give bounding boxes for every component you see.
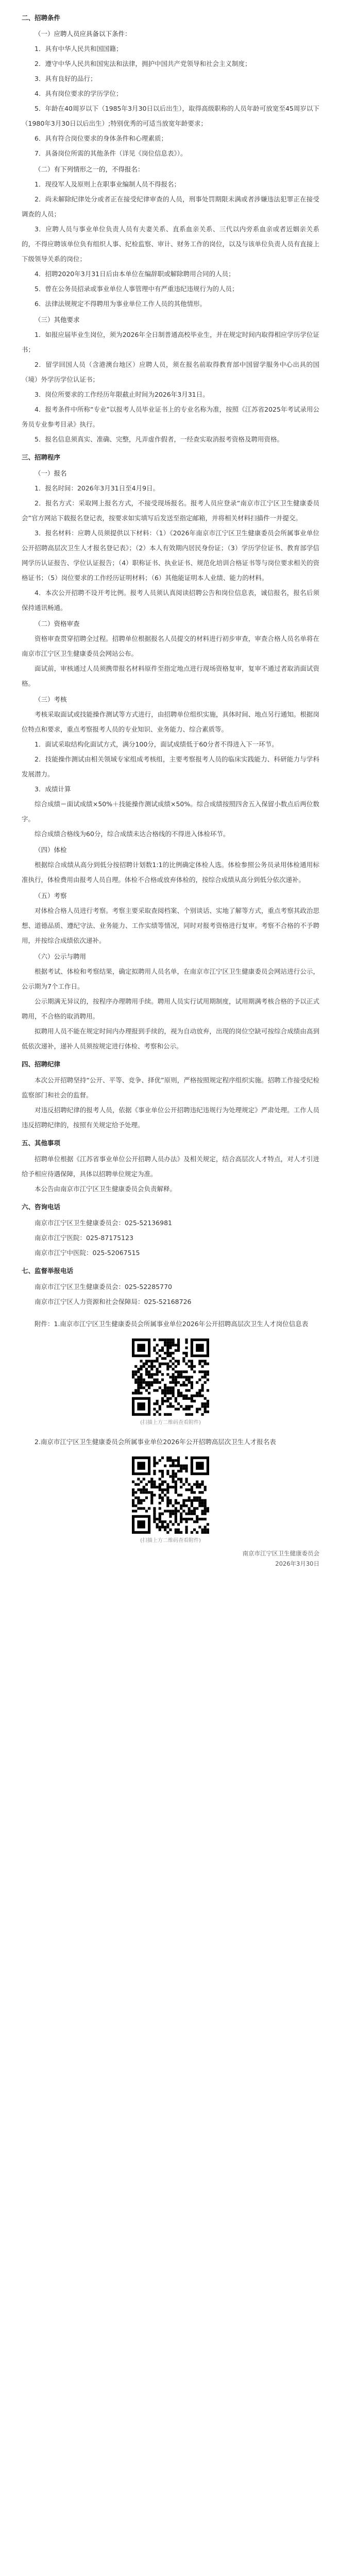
section-recruitment-conditions	[22, 10, 319, 447]
section-title: 四、招聘纪律	[22, 1060, 61, 1068]
contact-line: 南京市江宁医院：025-87175123	[35, 1234, 133, 1242]
contact-line: 南京市江宁区卫生健康委员会：025-52285770	[35, 1283, 172, 1291]
paragraph: 本公告由南京市江宁区卫生健康委员会负责解释。	[35, 1185, 177, 1193]
paragraph: 对体检合格人员进行考察。考察主要采取查阅档案、个别谈话、实地了解等方式，重点考察其政治思想、道德品质、遵纪守法、业务能力、工作实绩等情况，同时对报考资格进行复审。考察不合格的不予聘用，并按综合成绩依次递补。	[22, 907, 319, 944]
qr-block-2	[22, 1456, 319, 1545]
subsection-title: （三）考核	[35, 696, 67, 703]
section-recruitment-procedure	[22, 450, 319, 1054]
qr-block-1	[22, 1338, 319, 1427]
section-title: 五、其他事项	[22, 1139, 61, 1147]
paragraph: 资格审查贯穿招聘全过程。招聘单位根据报名人员提交的材料进行初步审查，审查合格人员名单将在南京市江宁区卫生健康委员会网站公布。	[22, 635, 319, 657]
paragraph: 1．面试采取结构化面试方式，满分100分，面试成绩低于60分者不得进入下一环节。	[35, 740, 278, 748]
paragraph: 招聘单位根据《江苏省事业单位公开招聘人员办法》及相关规定，结合高层次人才特点，对人才引进给予相应待遇保障，具体以招聘单位规定为准。	[22, 1155, 319, 1178]
paragraph: 4．招聘2020年3月31日后由本单位在编辞职或解除聘用合同的人员；	[35, 270, 235, 278]
signature-org: 南京市江宁区卫生健康委员会	[242, 1550, 319, 1557]
paragraph: 3．岗位所要求的工作经历年限截止时间为2026年3月31日。	[35, 391, 209, 398]
paragraph: 4．本次公开招聘不设开考比例。报考人员须认真阅读招聘公告和岗位信息表，诚信报名，报名后须保持通讯畅通。	[22, 589, 319, 612]
paragraph: 7．具备岗位所需的其他条件（详见《岗位信息表》）。	[35, 149, 187, 157]
section-consultation-phones	[22, 1199, 319, 1260]
contact-line: 南京市江宁区人力资源和社会保障局：025-52168726	[35, 1298, 192, 1306]
section-supervision-phones	[22, 1263, 319, 1309]
paragraph: 2．报名方式：采取网上报名方式，不接受现场报名。报考人员应登录“南京市江宁区卫生健康委员会”官方网站下载报名登记表，按要求如实填写后发送至指定邮箱，并将相关材料扫描件一并提交。	[22, 499, 319, 522]
subsection-title: （五）考察	[35, 892, 67, 900]
paragraph: 4．报考条件中所称“专业”以报考人员毕业证书上的专业名称为准，按照《江苏省2025年考试录用公务员专业参考目录》执行。	[22, 405, 319, 428]
qr-code-icon[interactable]	[132, 1456, 209, 1534]
signature	[22, 1548, 319, 1569]
paragraph: 1．现役军人及原则上在职事业编制人员不得报名；	[35, 180, 180, 188]
paragraph: 1．报名时间：2026年3月31日至4月9日。	[35, 484, 160, 492]
paragraph: 1．如报应届毕业生岗位，须为2026年全日制普通高校毕业生，并在规定时间内取得相应学历学位证书；	[22, 331, 319, 353]
contact-line: 南京市江宁中医院：025-52067515	[35, 1249, 140, 1257]
paragraph: 3．应聘人员与事业单位负责人员有夫妻关系、直系血亲关系、三代以内旁系血亲或者近姻亲关系的，不得应聘该单位负有组织人事、纪检监察、审计、财务工作的岗位，以及与该单位负责人员有直接上下级领导关系的岗位；	[22, 225, 319, 263]
contact-line: 南京市江宁区卫生健康委员会：025-52136981	[35, 1219, 172, 1227]
paragraph: 根据考试、体检和考察结果，确定拟聘用人员名单，在南京市江宁区卫生健康委员会网站进行公示，公示期为7个工作日。	[22, 968, 319, 990]
paragraph: 2．尚未解除纪律处分或者正在接受纪律审查的人员，刑事处罚期限未满或者涉嫌违法犯罪正在接受调查的人员；	[22, 195, 319, 218]
qr-caption: (扫描上方二维码查看附件)	[140, 1420, 201, 1426]
paragraph: 对违反招聘纪律的报考人员，依据《事业单位公开招聘违纪违规行为处理规定》严肃处理。工作人员违反招聘纪律的，按照有关规定给予处理。	[22, 1106, 319, 1129]
subsection-title: （三）其他要求	[35, 316, 80, 324]
paragraph: 本次公开招聘坚持“公开、平等、竞争、择优”原则，严格按照规定程序组织实施。招聘工作接受纪检监察部门和社会的监督。	[22, 1076, 319, 1099]
subsection-title: （一）报名	[35, 469, 67, 477]
paragraph: 3．成绩计算	[35, 785, 71, 793]
attachment-link-2[interactable]: 2.南京市江宁区卫生健康委员会所属事业单位2026年公开招聘高层次卫生人才报名表	[35, 1438, 276, 1446]
signature-date: 2026年3月30日	[275, 1560, 319, 1567]
paragraph: 拟聘用人员不能在规定时间内办理报到手续的，视为自动放弃，出现的岗位空缺可按综合成绩由高到低依次递补，递补人员须按规定进行体检、考察和公示。	[22, 1027, 319, 1050]
section-title: 二、招聘条件	[22, 14, 61, 22]
attachment-link-1[interactable]: 附件：1.南京市江宁区卫生健康委员会所属事业单位2026年公开招聘高层次卫生人才岗位信息表	[35, 1320, 309, 1328]
paragraph: 综合成绩＝面试成绩×50%＋技能操作测试成绩×50%。综合成绩按照四舍五入保留小数点后两位数字。	[22, 800, 319, 823]
paragraph: 1．具有中华人民共和国国籍；	[35, 45, 123, 53]
subsection-title: （二）有下列情形之一的，不得报名：	[35, 165, 144, 173]
paragraph: 综合成绩合格线为60分，综合成绩未达合格线的不得进入体检环节。	[35, 830, 230, 838]
qr-caption: (扫描上方二维码查看附件)	[140, 1538, 201, 1544]
paragraph: 4．具有岗位要求的学历学位；	[35, 90, 123, 97]
paragraph: 3．具有良好的品行；	[35, 75, 97, 82]
section-title: 六、咨询电话	[22, 1203, 61, 1211]
qr-code-icon[interactable]	[132, 1338, 209, 1416]
paragraph: 5．年龄在40周岁以下（1985年3月30日以后出生），取得高级职称的人员年龄可放宽至45周岁以下（1980年3月30日以后出生）;特别优秀的可适当放宽年龄要求；	[22, 105, 319, 127]
paragraph: 3．报名材料：应聘人员须提供以下材料：（1）《2026年南京市江宁区卫生健康委员会所属事业单位公开招聘高层次卫生人才报名登记表》；（2）本人有效期内居民身份证；（3）学历学位证书、教育部学信网学历认证报告、学位认证报告；（4）职称证书、执业证书、规范化培训合格证书等与岗位要求相关的资格证书；（5）岗位要求的工作经历证明材料；（6）其他能证明本人业绩、能力的材料。	[22, 529, 319, 582]
subsection-title: （六）公示与聘用	[35, 953, 87, 960]
paragraph: 2．遵守中华人民共和国宪法和法律，拥护中国共产党领导和社会主义制度；	[35, 60, 251, 67]
paragraph: 5．曾在公务员招录或事业单位人事管理中有严重违纪违规行为的人员；	[35, 285, 239, 293]
paragraph: 公示期满无异议的，按程序办理聘用手续。聘用人员实行试用期制度，试用期满考核合格的予以正式聘用，不合格的取消聘用。	[22, 997, 319, 1020]
paragraph: 根据综合成绩从高分到低分按招聘计划数1:1的比例确定体检人选。体检参照公务员录用体检通用标准执行，体检费用由报考人员自理。体检不合格或放弃体检的，按综合成绩从高分到低分依次递补。	[22, 861, 319, 884]
paragraph: 2．技能操作测试由相关领域专家组成考核组，主要考察报考人员的临床实践能力、科研能力与学科发展潜力。	[22, 755, 319, 778]
subsection-title: （一）应聘人员应具备以下条件：	[35, 30, 131, 38]
paragraph: 2．留学回国人员（含港澳台地区）应聘人员，须在报名前取得教育部中国留学服务中心出具的国（境）外学历学位认证书；	[22, 361, 319, 383]
subsection-title: （二）资格审查	[35, 620, 80, 628]
paragraph: 6．法律法规规定不得聘用为事业单位工作人员的其他情形。	[35, 300, 206, 308]
paragraph: 6．具有符合岗位要求的身体条件和心理素质；	[35, 134, 167, 142]
section-title: 七、监督举报电话	[22, 1267, 74, 1275]
paragraph: 考核采取面试或技能操作测试等方式进行，由招聘单位组织实施，具体时间、地点另行通知。根据岗位特点和要求，重点考察报考人员的专业知识、业务能力、综合素质等。	[22, 710, 319, 733]
section-recruitment-discipline	[22, 1057, 319, 1132]
section-title: 三、招聘程序	[22, 453, 61, 461]
subsection-title: （四）体检	[35, 846, 67, 854]
paragraph: 面试前，审核通过人员须携带报名材料原件至指定地点进行现场资格复审，复审不通过者取消面试资格。	[22, 665, 319, 687]
paragraph: 5．报名信息须真实、准确、完整，凡弄虚作假者，一经查实取消报考资格及聘用资格。	[35, 435, 283, 443]
section-other-matters	[22, 1136, 319, 1196]
